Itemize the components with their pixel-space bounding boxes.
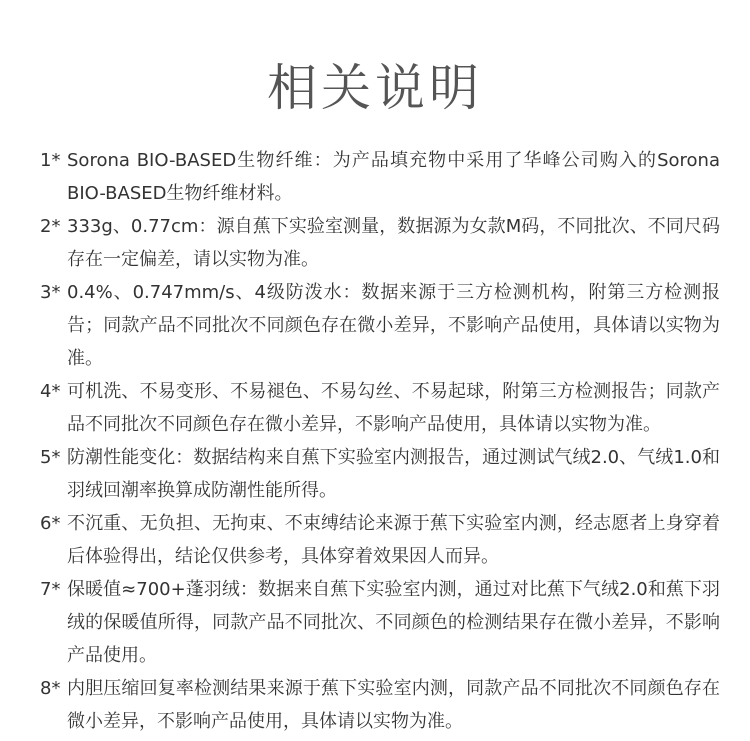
note-text: 0.4%、0.747mm/s、4级防泼水：数据来源于三方检测机构，附第三方检测报告；同款产品不同批次不同颜色存在微小差异，不影响产品使用，具体请以实物为准。 <box>67 282 720 369</box>
note-text: 333g、0.77cm：源自蕉下实验室测量，数据源为女款M码，不同批次、不同尺码存在一定偏差，请以实物为准。 <box>67 216 720 270</box>
note-item-1 <box>40 144 720 210</box>
note-item-5 <box>40 441 720 507</box>
note-number: 4* <box>40 381 61 402</box>
page-title: 相关说明 <box>267 59 483 117</box>
note-text: 保暖值≈700+蓬羽绒：数据来自蕉下实验室内测，通过对比蕉下气绒2.0和蕉下羽绒的保暖值所得，同款产品不同批次、不同颜色的检测结果存在微小差异，不影响产品使用。 <box>67 579 720 666</box>
note-number: 8* <box>40 678 61 699</box>
note-number: 6* <box>40 513 61 534</box>
note-item-6 <box>40 507 720 573</box>
note-number: 7* <box>40 579 61 600</box>
note-text: 内胆压缩回复率检测结果来源于蕉下实验室内测，同款产品不同批次不同颜色存在微小差异，不影响产品使用，具体请以实物为准。 <box>67 678 720 732</box>
note-item-4 <box>40 375 720 441</box>
note-text: 不沉重、无负担、无拘束、不束缚结论来源于蕉下实验室内测，经志愿者上身穿着后体验得出，结论仅供参考，具体穿着效果因人而异。 <box>67 513 720 567</box>
notes-list <box>40 144 720 738</box>
note-item-3 <box>40 276 720 375</box>
note-text: 可机洗、不易变形、不易褪色、不易勾丝、不易起球，附第三方检测报告；同款产品不同批次不同颜色存在微小差异，不影响产品使用，具体请以实物为准。 <box>67 381 720 435</box>
note-number: 1* <box>40 150 61 171</box>
note-item-8 <box>40 672 720 738</box>
note-number: 3* <box>40 282 61 303</box>
note-text: 防潮性能变化：数据结构来自蕉下实验室内测报告，通过测试气绒2.0、气绒1.0和羽绒回潮率换算成防潮性能所得。 <box>67 447 720 501</box>
note-item-7 <box>40 573 720 672</box>
note-number: 5* <box>40 447 61 468</box>
note-number: 2* <box>40 216 61 237</box>
note-item-2 <box>40 210 720 276</box>
note-text: Sorona BIO-BASED生物纤维：为产品填充物中采用了华峰公司购入的Sorona BIO-BASED生物纤维材料。 <box>67 150 720 204</box>
